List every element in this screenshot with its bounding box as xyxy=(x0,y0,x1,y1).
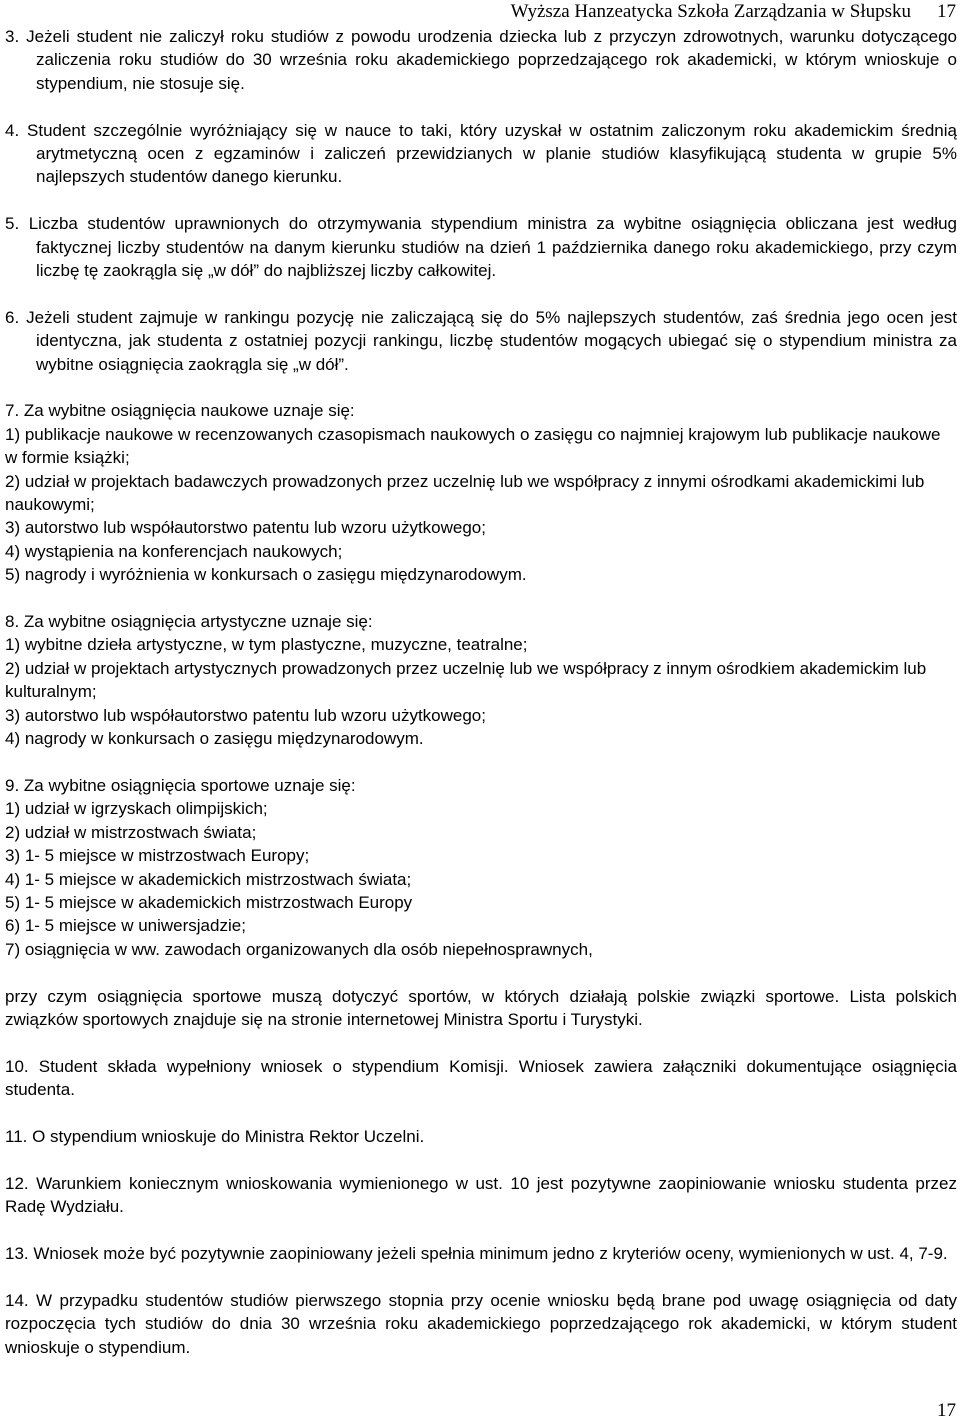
paragraph-13: 13. Wniosek może być pozytywnie zaopiniowany jeżeli spełnia minimum jedno z kryteriów oceny, wymienionych w ust. 4, 7-9. xyxy=(5,1243,948,1263)
list-item: 2) udział w projektach badawczych prowadzonych przez uczelnię lub we współpracy z innymi ośrodkami akademickimi lub naukowymi; xyxy=(5,471,925,515)
list-item: 1) publikacje naukowe w recenzowanych czasopismach naukowych o zasięgu co najmniej krajowym lub publikacje naukowe w formie książki; xyxy=(5,424,941,468)
section-9-heading: 9. Za wybitne osiągnięcia sportowe uznaje się: xyxy=(5,775,356,795)
section-7-heading: 7. Za wybitne osiągnięcia naukowe uznaje się: xyxy=(5,401,355,421)
list-item: 4) nagrody w konkursach o zasięgu międzynarodowym. xyxy=(5,729,424,749)
paragraph-4: 4. Student szczególnie wyróżniający się w nauce to taki, który uzyskał w ostatnim zaliczonym roku akademickim średnią arytmetyczną ocen z egzaminów i zaliczeń przewidzianych w planie studiów klasyfikującą studenta w grupie 5% najlepszych studentów danego kierunku. xyxy=(5,120,957,187)
section-9-note: przy czym osiągnięcia sportowe muszą dotyczyć sportów, w których działają polskie związki sportowe. Lista polskich związków sportowych znajduje się na stronie internetowej Ministra Sportu i Turystyki. xyxy=(5,986,957,1029)
header-title: Wyższa Hanzeatycka Szkoła Zarządzania w Słupsku xyxy=(510,1,911,22)
list-item: 5) nagrody i wyróżnienia w konkursach o zasięgu międzynarodowym. xyxy=(5,565,527,585)
list-item: 2) udział w mistrzostwach świata; xyxy=(5,822,257,842)
list-item: 3) 1- 5 miejsce w mistrzostwach Europy; xyxy=(5,846,310,866)
list-item: 1) wybitne dzieła artystyczne, w tym plastyczne, muzyczne, teatralne; xyxy=(5,635,528,655)
page-header xyxy=(511,1,956,23)
list-item: 7) osiągnięcia w ww. zawodach organizowanych dla osób niepełnosprawnych, xyxy=(5,939,593,959)
paragraph-6: 6. Jeżeli student zajmuje w rankingu pozycję nie zaliczającą się do 5% najlepszych studentów, zaś średnia jego ocen jest identyczna, jak studenta z ostatniej pozycji rankingu, liczbę studentów mogących ubiegać się o stypendium ministra za wybitne osiągnięcia zaokrągla się „w dół”. xyxy=(5,307,957,374)
section-8-heading: 8. Za wybitne osiągnięcia artystyczne uznaje się: xyxy=(5,612,373,632)
list-item: 5) 1- 5 miejsce w akademickich mistrzostwach Europy xyxy=(5,892,413,912)
list-item: 3) autorstwo lub współautorstwo patentu lub wzoru użytkowego; xyxy=(5,705,486,725)
paragraph-14: 14. W przypadku studentów studiów pierwszego stopnia przy ocenie wniosku będą brane pod uwagę osiągnięcia od daty rozpoczęcia tych studiów do dnia 30 września roku akademickiego poprzedzającego rok akademicki, w którym student wnioskuje o stypendium. xyxy=(5,1290,957,1357)
list-item: 1) udział w igrzyskach olimpijskich; xyxy=(5,799,268,819)
paragraph-11: 11. O stypendium wnioskuje do Ministra Rektor Uczelni. xyxy=(5,1126,425,1146)
list-item: 3) autorstwo lub współautorstwo patentu lub wzoru użytkowego; xyxy=(5,518,486,538)
list-item: 2) udział w projektach artystycznych prowadzonych przez uczelnię lub we współpracy z innym ośrodkiem akademickim lub kulturalnym; xyxy=(5,658,927,702)
paragraph-5: 5. Liczba studentów uprawnionych do otrzymywania stypendium ministra za wybitne osiągnięcia obliczana jest według faktycznej liczby studentów na danym kierunku studiów na dzień 1 października danego roku akademickiego, przy czym liczbę tę zaokrągla się „w dół” do najbliższej liczby całkowitej. xyxy=(5,214,957,281)
section-9 xyxy=(5,774,957,1031)
header-page-number: 17 xyxy=(937,1,956,22)
list-item: 6) 1- 5 miejsce w uniwersjadzie; xyxy=(5,916,246,936)
list-item: 4) 1- 5 miejsce w akademickich mistrzostwach świata; xyxy=(5,869,412,889)
document-body xyxy=(5,25,957,1359)
section-7 xyxy=(5,399,957,586)
section-8 xyxy=(5,610,957,750)
list-item: 4) wystąpienia na konferencjach naukowych; xyxy=(5,541,343,561)
paragraph-12: 12. Warunkiem koniecznym wnioskowania wymienionego w ust. 10 jest pozytywne zaopiniowanie wniosku studenta przez Radę Wydziału. xyxy=(5,1173,957,1217)
footer-page-number: 17 xyxy=(937,1400,956,1421)
paragraph-10: 10. Student składa wypełniony wniosek o stypendium Komisji. Wniosek zawiera załączniki dokumentujące osiągnięcia studenta. xyxy=(5,1056,957,1100)
paragraph-3: 3. Jeżeli student nie zaliczył roku studiów z powodu urodzenia dziecka lub z przyczyn zdrowotnych, warunku dotyczącego zaliczenia roku studiów do 30 września roku akademickiego poprzedzającego rok akademicki, w którym wnioskuje o stypendium, nie stosuje się. xyxy=(5,27,957,93)
